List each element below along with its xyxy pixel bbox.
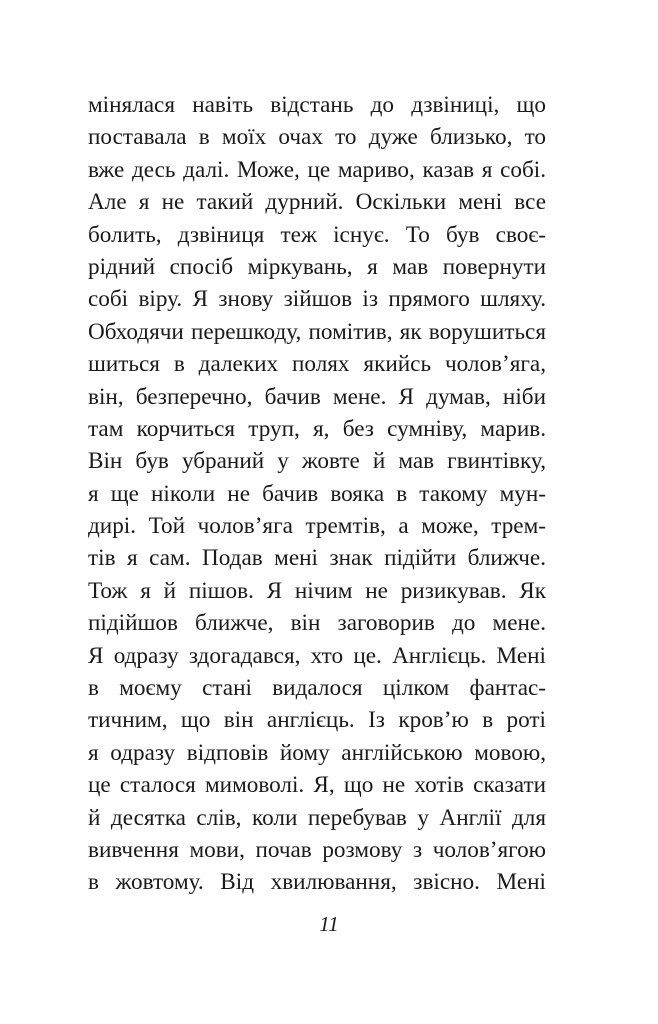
text-line-22: це сталося мимоволі. Я, що не хотів сказати [88,772,546,799]
text-line-18: Я одразу здогадався, хто це. Англієць. Мені [88,642,546,669]
text-line-13: я ще ніколи не бачив вояка в такому мун- [88,480,546,507]
text-line-20: тичним, що він англієць. Із кров’ю в роті [88,707,546,734]
text-line-19: в моєму стані видалося цілком фантас- [88,675,546,702]
text-line-11: там корчиться труп, я, без сумніву, марив. [88,415,546,442]
text-line-23: й десятка слів, коли перебував у Англії для [88,804,546,831]
text-line-4: Але я не такий дурний. Оскільки мені все [88,189,546,216]
text-line-5: болить, дзвіниця теж існує. То був своє- [88,221,546,248]
text-line-7: собі віру. Я знову зійшов із прямого шляху. [88,286,546,313]
text-line-25: в жовтому. Від хвилювання, звісно. Мені [88,869,546,896]
text-line-6: рідний спосіб міркувань, я мав повернути [88,253,546,280]
body-text [88,89,546,899]
text-line-21: я одразу відповів йому англійською мовою, [88,739,546,766]
page-number: 11 [319,912,339,936]
text-line-9: шиться в далеких полях якийсь чолов’яга, [88,351,546,378]
text-line-3: вже десь далі. Може, це мариво, казав я собі. [88,156,546,183]
text-line-16: Тож я й пішов. Я нічим не ризикував. Як [88,577,546,604]
text-line-14: дирі. Той чолов’яга тремтів, а може, трем- [88,513,546,540]
text-line-2: поставала в моїх очах то дуже близько, то [88,124,546,151]
text-line-24: вивчення мови, почав розмову з чолов’ягою [88,836,546,863]
text-line-12: Він був убраний у жовте й мав гвинтівку, [88,448,546,475]
text-line-17: підійшов ближче, він заговорив до мене. [88,610,546,637]
text-line-15: тів я сам. Подав мені знак підійти ближче. [88,545,546,572]
text-line-8: Обходячи перешкоду, помітив, як ворушиться [88,318,546,345]
text-line-1: мінялася навіть відстань до дзвіниці, що [88,92,546,118]
text-line-10: він, безперечно, бачив мене. Я думав, ніби [88,383,546,410]
